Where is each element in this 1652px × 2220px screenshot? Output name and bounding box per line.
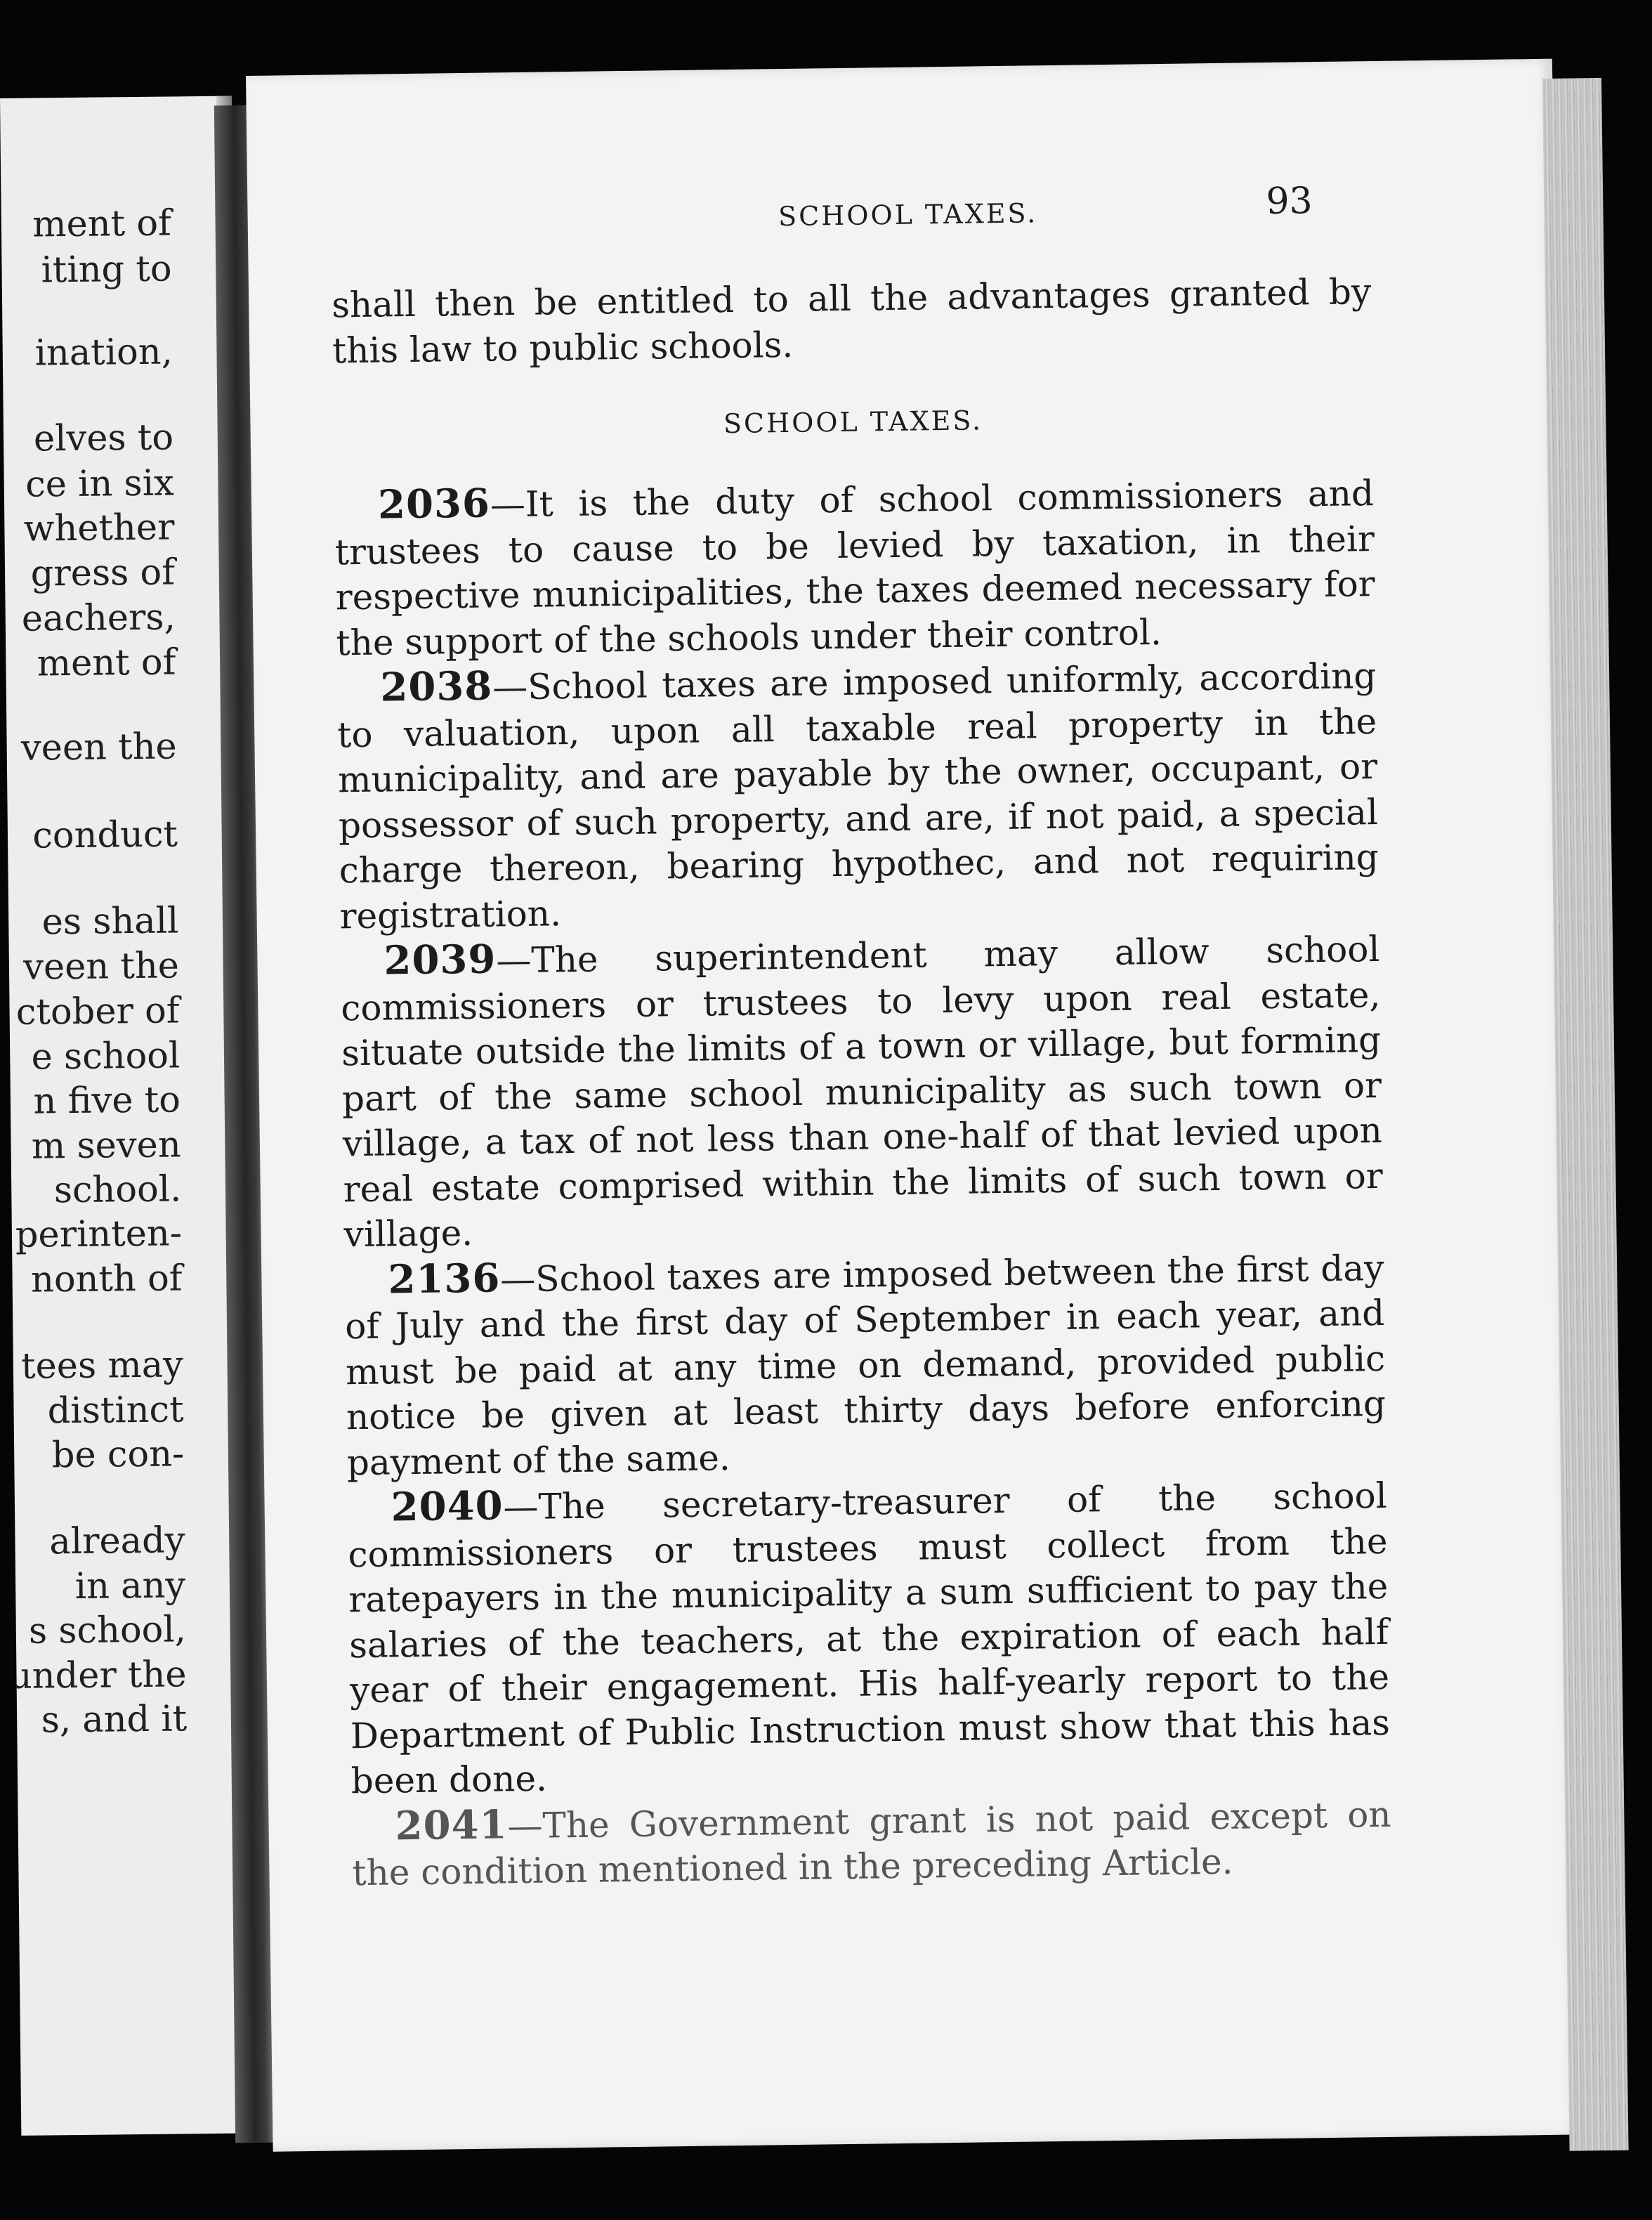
left-page-line: school. [53,1168,182,1212]
intro-paragraph: shall then be entitled to all the advantages granted by this law to public schools. [331,271,1372,371]
article-text: —The superintendent may allow school commissioners or trustees to levy upon real estate, situate outside the limits of a town or village, but forming part of the same school municipality as such town or village, a tax of not less than one-half of that levied upon real estate comprised within the limits of such town or village. [340,928,1384,1255]
left-page-line: ctober of [15,990,180,1033]
left-page-line: in any [74,1565,186,1607]
left-page-line: distinct [47,1389,184,1432]
left-page-line: veen the [20,726,177,769]
left-page-line: s school, [28,1609,187,1652]
page-body [332,269,1392,1896]
left-page-line: whether [23,507,175,550]
left-page-fragment [0,96,253,2136]
article-number: 2136 [388,1254,501,1302]
left-page-line: ination, [34,331,173,374]
left-page-line: s, and it [41,1698,188,1742]
article-number: 2036 [377,480,491,528]
left-page-line: n five to [33,1079,181,1123]
left-page-line: e school [31,1035,181,1078]
left-page-line: ment of [32,202,172,246]
article-2038 [336,652,1379,939]
left-page-line: gress of [30,551,176,595]
article-text: —The secretary-treasurer of the school commissioners or trustees must collect from the ratepayers in the municipality a sum sufficient to pay the salaries of the teachers, at the expiration of each half year of their engagement. His half-yearly report to the Department of Public Instruction must show that this has been done. [348,1475,1391,1802]
left-page-line: perinten- [15,1213,183,1256]
section-title: SCHOOL TAXES. [723,405,983,440]
right-page [246,59,1580,2152]
page-number: 93 [1266,180,1313,223]
article-text: —It is the duty of school commissioners and trustees to cause to be levied by taxation, in their respective municipalities, the taxes deemed necessary for the support of the schools under their control. [334,473,1375,663]
article-2036 [334,469,1376,665]
article-2136 [344,1243,1386,1485]
left-page-line: ce in six [25,462,175,506]
left-page-line: be con- [51,1433,185,1477]
article-2041 [351,1790,1392,1895]
left-page-line: tees may [20,1344,184,1388]
left-page-line: veen the [22,945,180,988]
left-page-line: conduct [32,814,178,857]
article-2039 [340,925,1384,1258]
article-text: —School taxes are imposed uniformly, according to valuation, upon all taxable real property in the municipality, and are payable by the owner, occupant, or possessor of such property, and are, if not paid, a special charge thereon, bearing hypothec, and not requiring registration. [336,655,1379,936]
left-page-line: eachers, [21,596,176,640]
left-page-line: under the [8,1654,187,1697]
article-text: —School taxes are imposed between the first day of July and the first day of September in each year, and must be paid at any time on demand, provided public notice be given at least thirty days before enforcing payment of the same. [344,1247,1386,1483]
article-number: 2038 [379,662,493,711]
left-page-line: nonth of [30,1258,183,1301]
article-text: —The Government grant is not paid except on the condition mentioned in the preceding Article. [352,1794,1391,1894]
left-page-line: es shall [41,900,179,944]
left-page-line: ment of [37,641,176,685]
article-number: 2039 [383,936,497,984]
left-page-line: iting to [41,248,172,292]
running-head: SCHOOL TAXES. [778,197,1038,233]
left-page-line: already [49,1520,185,1563]
left-page-line: elves to [33,417,174,460]
article-number: 2041 [395,1801,508,1849]
article-2040 [347,1472,1391,1804]
article-number: 2040 [391,1482,504,1531]
left-page-line: m seven [31,1124,181,1168]
